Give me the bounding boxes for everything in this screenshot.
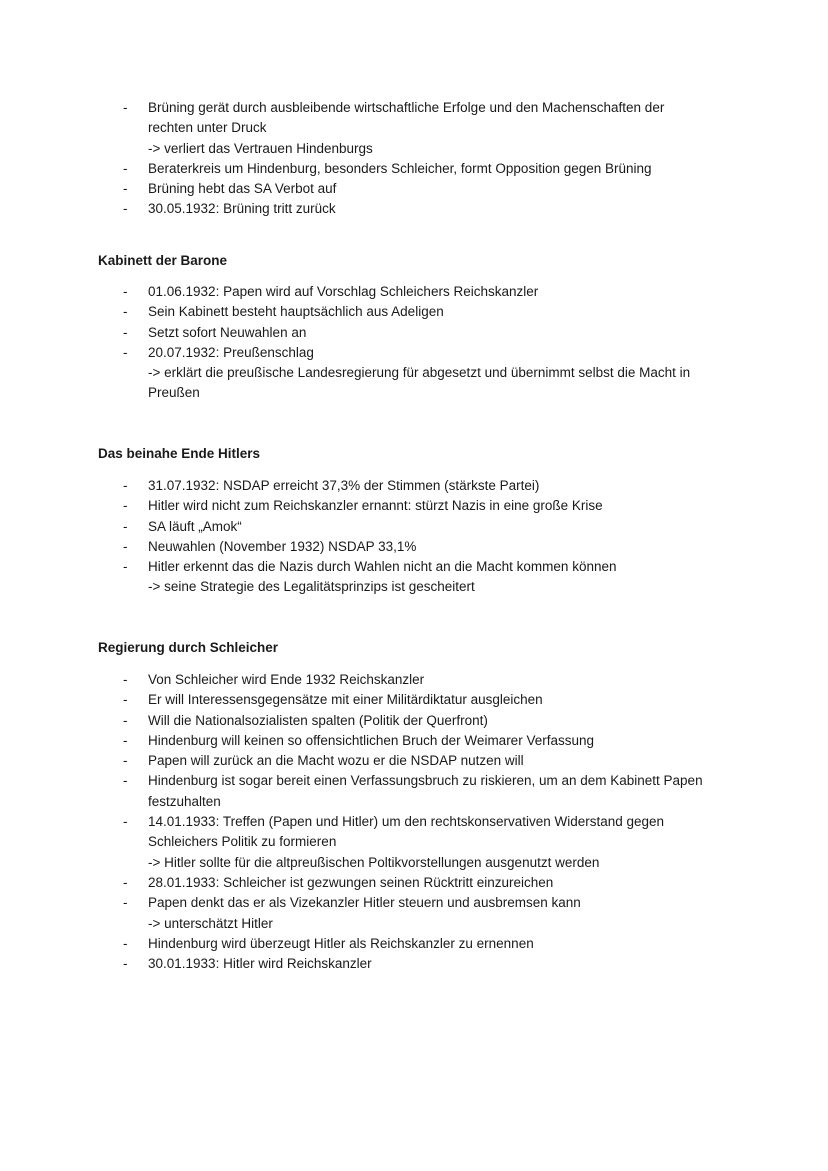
list-item (0, 343, 828, 404)
bullet-dash: - (123, 304, 128, 320)
list-item (0, 159, 828, 179)
list-item-text: Schleichers Politik zu formieren (148, 834, 337, 850)
bullet-dash: - (123, 672, 128, 687)
bullet-dash: - (123, 344, 128, 360)
section-heading: Regierung durch Schleicher (98, 640, 279, 655)
list-item-text: -> erklärt die preußische Landesregierung für abgesetzt und übernimmt selbst die Macht in (148, 365, 691, 381)
list-item (0, 537, 828, 557)
list-item (0, 954, 828, 974)
list-item-text: festzuhalten (148, 793, 221, 809)
list-item-text: rechten unter Druck (148, 120, 267, 136)
bullet-dash: - (123, 956, 128, 972)
bullet-dash: - (123, 874, 128, 890)
bullet-dash: - (123, 201, 128, 217)
bullet-dash: - (123, 935, 128, 951)
list-item-text: Papen denkt das er als Vizekanzler Hitler steuern und ausbremsen kann (148, 895, 581, 911)
list-item-text: Papen will zurück an die Macht wozu er die NSDAP nutzen will (148, 753, 524, 769)
list-item (0, 873, 828, 893)
list-item (0, 496, 828, 516)
bullet-list (0, 476, 828, 598)
list-item-text: Sein Kabinett besteht hauptsächlich aus Adeligen (148, 304, 444, 320)
list-item-text: -> unterschätzt Hitler (148, 915, 273, 931)
section-heading: Kabinett der Barone (98, 253, 228, 268)
list-item-text: Neuwahlen (November 1932) NSDAP 33,1% (148, 538, 417, 554)
list-item-text: Hindenburg will keinen so offensichtlichen Bruch der Weimarer Verfassung (148, 732, 594, 748)
list-item (0, 690, 828, 710)
list-item-text: 31.07.1932: NSDAP erreicht 37,3% der Stimmen (stärkste Partei) (148, 478, 540, 493)
list-item-text: Hindenburg wird überzeugt Hitler als Reichskanzler zu ernennen (148, 935, 534, 951)
section-heading: Das beinahe Ende Hitlers (98, 446, 261, 461)
list-item (0, 476, 828, 496)
list-item-text: -> verliert das Vertrauen Hindenburgs (148, 140, 373, 156)
list-item (0, 302, 828, 322)
list-item (0, 98, 828, 159)
list-item (0, 282, 828, 302)
list-item-text: 14.01.1933: Treffen (Papen und Hitler) um den rechtskonservativen Widerstand gegen (148, 814, 665, 830)
list-item (0, 751, 828, 771)
list-item-text: Er will Interessensgegensätze mit einer Militärdiktatur ausgleichen (148, 692, 543, 708)
bullet-dash: - (123, 692, 128, 708)
bullet-dash: - (123, 559, 128, 575)
list-item (0, 934, 828, 954)
bullet-dash: - (123, 773, 128, 789)
list-item (0, 199, 828, 219)
list-item-text: 01.06.1932: Papen wird auf Vorschlag Schleichers Reichskanzler (148, 284, 539, 299)
list-item-text: Preußen (148, 385, 200, 401)
list-item (0, 812, 828, 873)
list-item-text: Will die Nationalsozialisten spalten (Politik der Querfront) (148, 712, 488, 728)
bullet-dash: - (123, 732, 128, 748)
bullet-list (0, 670, 828, 974)
list-item-text: Brüning gerät durch ausbleibende wirtschaftliche Erfolge und den Machenschaften der (148, 100, 665, 115)
bullet-dash: - (123, 324, 128, 340)
list-item-text: 20.07.1932: Preußenschlag (148, 344, 314, 360)
list-item (0, 323, 828, 343)
list-item (0, 731, 828, 751)
bullet-list (0, 98, 828, 220)
bullet-dash: - (123, 498, 128, 514)
list-item-text: 30.01.1933: Hitler wird Reichskanzler (148, 956, 372, 972)
list-item-text: 30.05.1932: Brüning tritt zurück (148, 201, 336, 217)
list-item-text: -> seine Strategie des Legalitätsprinzips ist gescheitert (148, 579, 475, 595)
list-item (0, 711, 828, 731)
list-item-text: Hitler erkennt das die Nazis durch Wahlen nicht an die Macht kommen können (148, 559, 617, 575)
list-item-text: -> Hitler sollte für die altpreußischen Poltikvorstellungen ausgenutzt werden (148, 854, 600, 870)
list-item (0, 893, 828, 934)
bullet-dash: - (123, 895, 128, 911)
bullet-dash: - (123, 284, 128, 299)
bullet-dash: - (123, 518, 128, 534)
bullet-dash: - (123, 100, 128, 115)
list-item (0, 179, 828, 199)
bullet-dash: - (123, 181, 128, 197)
list-item-text: Brüning hebt das SA Verbot auf (148, 181, 337, 197)
list-item-text: 28.01.1933: Schleicher ist gezwungen seinen Rücktritt einzureichen (148, 874, 554, 890)
bullet-dash: - (123, 753, 128, 769)
list-item (0, 670, 828, 690)
list-item (0, 557, 828, 598)
bullet-dash: - (123, 712, 128, 728)
bullet-dash: - (123, 160, 128, 176)
bullet-dash: - (123, 814, 128, 830)
bullet-dash: - (123, 538, 128, 554)
bullet-dash: - (123, 478, 128, 493)
list-item-text: Setzt sofort Neuwahlen an (148, 324, 307, 340)
list-item (0, 771, 828, 812)
list-item-text: Hitler wird nicht zum Reichskanzler ernannt: stürzt Nazis in eine große Krise (148, 498, 603, 514)
list-item-text: Beraterkreis um Hindenburg, besonders Schleicher, formt Opposition gegen Brüning (148, 160, 652, 176)
list-item-text: SA läuft „Amok“ (148, 518, 242, 534)
list-item (0, 517, 828, 537)
list-item-text: Hindenburg ist sogar bereit einen Verfassungsbruch zu riskieren, um an dem Kabinett Papen (148, 773, 703, 789)
bullet-list (0, 282, 828, 404)
list-item-text: Von Schleicher wird Ende 1932 Reichskanzler (148, 672, 425, 687)
